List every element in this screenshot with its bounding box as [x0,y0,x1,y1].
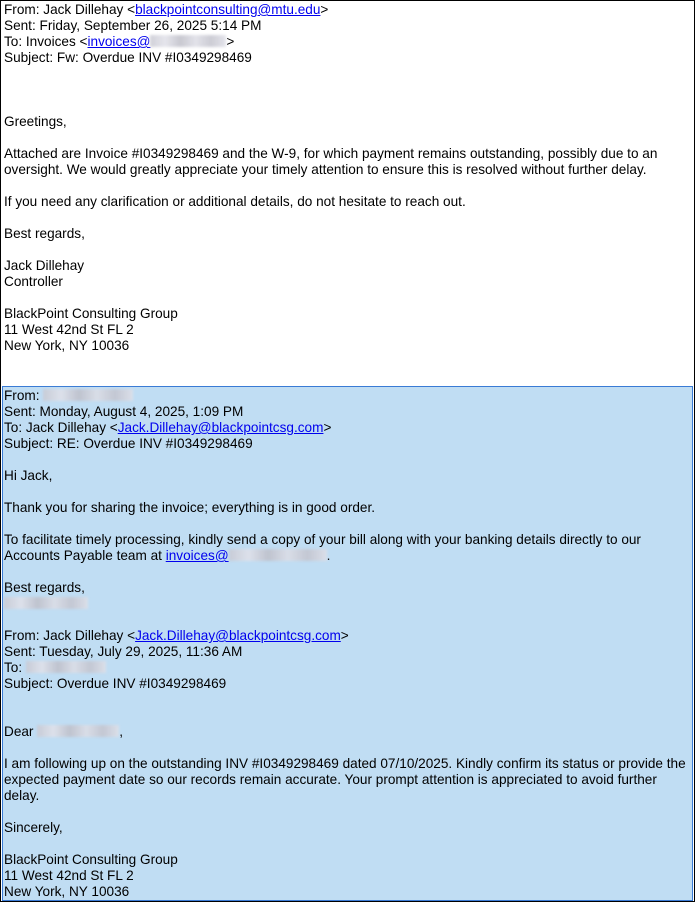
to-email-link[interactable] [88,34,227,49]
redacted-recipient [26,661,106,673]
redacted-signature [4,597,88,609]
orig-closing: Sincerely, [4,820,63,835]
orig-body-1: I am following up on the outstanding INV #I0349298469 dated 07/10/2025. Kindly confirm its status or provide the expected payment date so our records remain accurate. Your prompt attention is appreciated to avoid further delay. [4,756,686,803]
orig-from-close: > [340,628,349,643]
header-sent: Sent: Friday, September 26, 2025 5:14 PM [4,18,262,33]
closing: Best regards, [4,226,85,241]
greeting: Greetings, [4,114,67,129]
body-paragraph-2: If you need any clarification or additional details, do not hesitate to reach out. [4,194,466,209]
redacted-name [37,725,119,737]
orig-signature-address-1: 11 West 42nd St FL 2 [4,868,134,883]
forward-message [1,1,694,354]
orig-greeting-comma: , [119,724,124,739]
orig-to-label: To: [4,660,23,675]
reply-closing: Best regards, [4,580,85,595]
redacted-domain [229,549,327,561]
reply-from-label: From: [4,388,40,403]
signature-address-2: New York, NY 10036 [4,338,130,353]
orig-header-to [4,660,692,676]
reply-header-subject: Subject: RE: Overdue INV #I0349298469 [4,436,253,451]
to-email-text: invoices@ [87,34,151,49]
reply-to-label: To: Jack Dillehay < [4,420,118,435]
from-close: > [320,2,329,17]
reply-header-to [4,420,692,436]
from-email-link[interactable]: blackpointconsulting@mtu.edu [135,2,321,17]
redacted-domain [150,35,226,47]
header-to [4,34,694,50]
to-label: To: Invoices < [4,34,88,49]
orig-from-label: From: Jack Dillehay < [4,628,136,643]
orig-header-from [4,628,692,644]
orig-from-email-link[interactable]: Jack.Dillehay@blackpointcsg.com [135,628,341,643]
orig-greeting-word: Dear [4,724,34,739]
accounts-payable-email-link[interactable] [166,548,327,563]
reply-to-close: > [323,420,332,435]
signature-title: Controller [4,274,63,289]
reply-header-sent: Sent: Monday, August 4, 2025, 1:09 PM [4,404,244,419]
header-from [4,2,694,18]
orig-header-subject: Subject: Overdue INV #I0349298469 [4,676,227,691]
reply-signature [4,596,692,612]
reply-greeting: Hi Jack, [4,468,53,483]
body-paragraph-1: Attached are Invoice #I0349298469 and the W-9, for which payment remains outstanding, possibly due to an oversight. We would greatly appreciate your timely attention to ensure this is resolved without further delay. [4,146,658,177]
signature-company: BlackPoint Consulting Group [4,306,178,321]
orig-header-sent: Sent: Tuesday, July 29, 2025, 11:36 AM [4,644,243,659]
signature-address-1: 11 West 42nd St FL 2 [4,322,134,337]
quoted-thread [2,386,693,901]
reply-to-email-link[interactable]: Jack.Dillehay@blackpointcsg.com [117,420,324,435]
reply-body-2 [4,532,690,564]
from-label: From: Jack Dillehay < [4,2,136,17]
orig-signature-company: BlackPoint Consulting Group [4,852,178,867]
orig-greeting [4,724,692,740]
redacted-sender [43,389,133,401]
ap-email-text: invoices@ [165,548,229,563]
reply-body-2-end: . [326,548,331,563]
header-subject: Subject: Fw: Overdue INV #I0349298469 [4,50,252,65]
reply-body-2-text: To facilitate timely processing, kindly send a copy of your bill along with your banking details directly to our Accounts Payable team at [4,532,641,563]
reply-header-from [4,388,692,404]
signature-name: Jack Dillehay [4,258,85,273]
to-close: > [226,34,235,49]
orig-signature-address-2: New York, NY 10036 [4,884,130,899]
reply-body-1: Thank you for sharing the invoice; everything is in good order. [4,500,376,515]
